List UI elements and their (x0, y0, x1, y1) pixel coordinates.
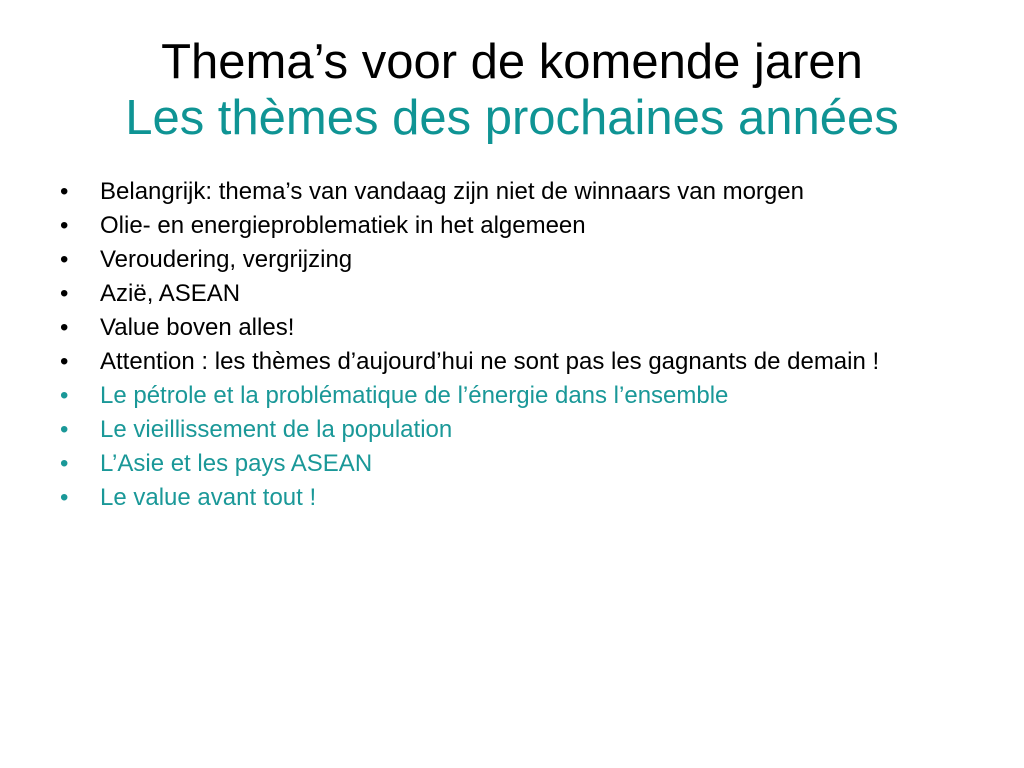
bullet-text: Veroudering, vergrijzing (100, 246, 353, 273)
bullet-item (60, 418, 960, 442)
bullet-item (60, 452, 960, 476)
bullet-item (60, 282, 960, 306)
bullet-icon: • (60, 382, 69, 409)
bullet-item (60, 486, 960, 510)
bullet-item (60, 248, 960, 272)
bullet-icon: • (60, 178, 69, 205)
bullet-icon: • (60, 280, 69, 307)
bullet-icon: • (60, 212, 69, 239)
bullet-item (60, 384, 960, 408)
bullet-text: Le vieillissement de la population (100, 416, 453, 443)
bullet-text: Belangrijk: thema’s van vandaag zijn niet de winnaars van morgen (100, 178, 804, 205)
bullet-text: Le pétrole et la problématique de l’énergie dans l’ensemble (100, 382, 729, 409)
bullet-text: Olie- en energieproblematiek in het algemeen (100, 212, 586, 239)
bullet-icon: • (60, 314, 69, 341)
bullet-icon: • (60, 246, 69, 273)
bullet-item (60, 180, 960, 204)
bullet-list (60, 180, 960, 520)
title-french: Les thèmes des prochaines années (125, 91, 899, 145)
bullet-icon: • (60, 348, 69, 375)
bullet-icon: • (60, 484, 69, 511)
bullet-text: Azië, ASEAN (100, 280, 241, 307)
bullet-text: Attention : les thèmes d’aujourd’hui ne sont pas les gagnants de demain ! (100, 348, 880, 375)
bullet-text: Value boven alles! (100, 314, 295, 341)
bullet-text: L’Asie et les pays ASEAN (100, 450, 373, 477)
bullet-icon: • (60, 450, 69, 477)
bullet-icon: • (60, 416, 69, 443)
slide-title (40, 34, 984, 146)
bullet-item (60, 350, 960, 374)
bullet-item (60, 316, 960, 340)
bullet-text: Le value avant tout ! (100, 484, 317, 511)
bullet-item (60, 214, 960, 238)
title-dutch: Thema’s voor de komende jaren (161, 35, 863, 89)
